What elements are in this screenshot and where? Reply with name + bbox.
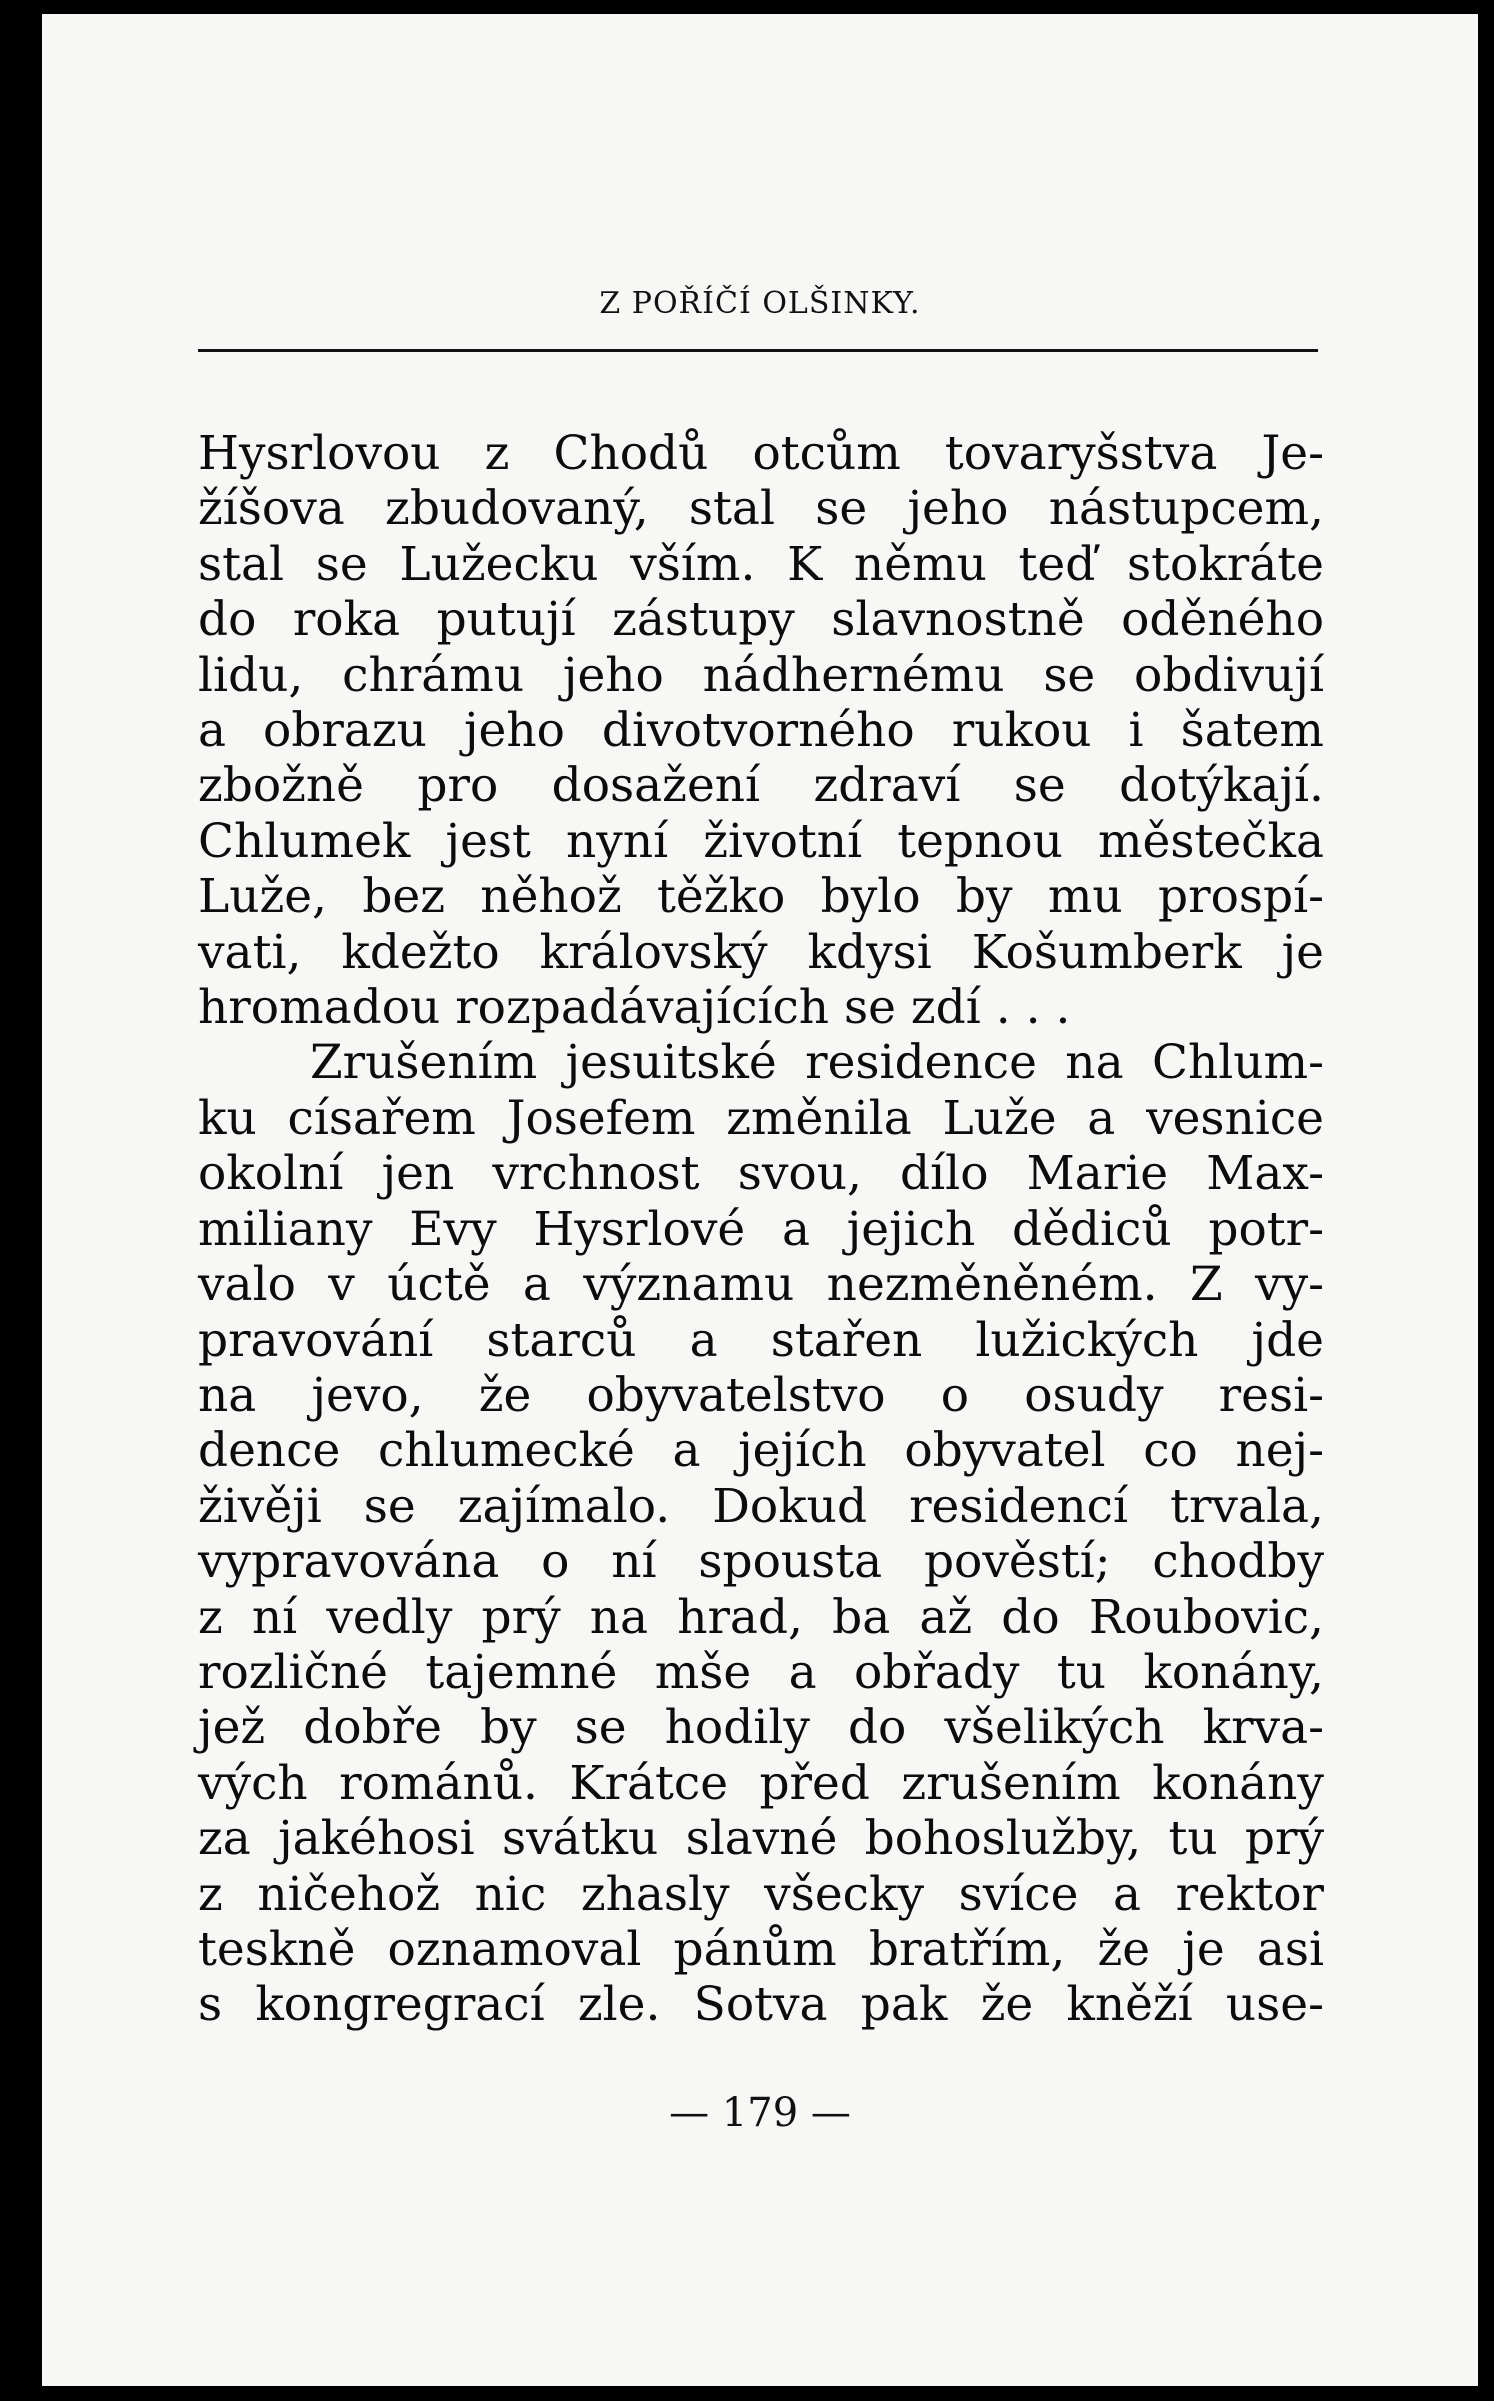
paragraph: [198, 1035, 1324, 2032]
text-line: valo v úctě a významu nezměněném. Z vy-: [198, 1257, 1324, 1313]
text-line: Luže, bez něhož těžko bylo by mu prospí-: [198, 869, 1324, 925]
text-line: hromadou rozpadávajících se zdí . . .: [198, 980, 1071, 1036]
text-line: stal se Lužecku vším. K němu teď stokráte: [198, 536, 1324, 592]
page-number: — 179 —: [669, 2090, 851, 2136]
running-head: Z POŘÍČÍ OLŠINKY.: [599, 286, 921, 321]
text-line: Hysrlovou z Chodů otcům tovaryšstva Je-: [198, 426, 1324, 481]
text-line: živěji se zajímalo. Dokud residencí trvala,: [198, 1478, 1324, 1534]
text-line: dence chlumecké a jejích obyvatel co nej-: [198, 1423, 1324, 1479]
text-line: za jakéhosi svátku slavné bohoslužby, tu prý: [198, 1811, 1324, 1867]
text-line: z ní vedly prý na hrad, ba až do Roubovic,: [198, 1589, 1324, 1645]
header-rule: [198, 349, 1318, 352]
text-line: vypravována o ní spousta pověstí; chodby: [198, 1534, 1324, 1590]
paragraph: [198, 426, 1324, 1035]
text-line: lidu, chrámu jeho nádhernému se obdivují: [198, 647, 1324, 703]
text-line: žíšova zbudovaný, stal se jeho nástupcem,: [198, 481, 1324, 537]
text-line: vých románů. Krátce před zrušením konány: [198, 1755, 1324, 1811]
text-line: z ničehož nic zhasly všecky svíce a rektor: [198, 1866, 1324, 1922]
text-line: rozličné tajemné mše a obřady tu konány,: [198, 1644, 1324, 1700]
text-line: jež dobře by se hodily do všelikých krva-: [198, 1700, 1324, 1756]
book-page: [42, 14, 1478, 2386]
text-line: Chlumek jest nyní životní tepnou městečka: [198, 813, 1324, 869]
text-line: zbožně pro dosažení zdraví se dotýkají.: [198, 758, 1324, 814]
text-line: miliany Evy Hysrlové a jejich dědiců potr-: [198, 1201, 1324, 1257]
text-line: a obrazu jeho divotvorného rukou i šatem: [198, 703, 1324, 759]
text-line: teskně oznamoval pánům bratřím, že je asi: [198, 1921, 1324, 1977]
text-line: pravování starců a stařen lužických jde: [198, 1312, 1324, 1368]
text-line: do roka putují zástupy slavnostně oděného: [198, 592, 1324, 648]
text-line: Zrušením jesuitské residence na Chlum-: [310, 1035, 1324, 1091]
text-line: s kongregrací zle. Sotva pak že kněží use-: [198, 1977, 1324, 2033]
text-line: okolní jen vrchnost svou, dílo Marie Max-: [198, 1146, 1324, 1202]
text-line: vati, kdežto královský kdysi Košumberk je: [198, 924, 1324, 980]
text-line: na jevo, že obyvatelstvo o osudy resi-: [198, 1367, 1324, 1423]
text-line: ku císařem Josefem změnila Luže a vesnice: [198, 1090, 1324, 1146]
body-text: [198, 426, 1324, 2033]
